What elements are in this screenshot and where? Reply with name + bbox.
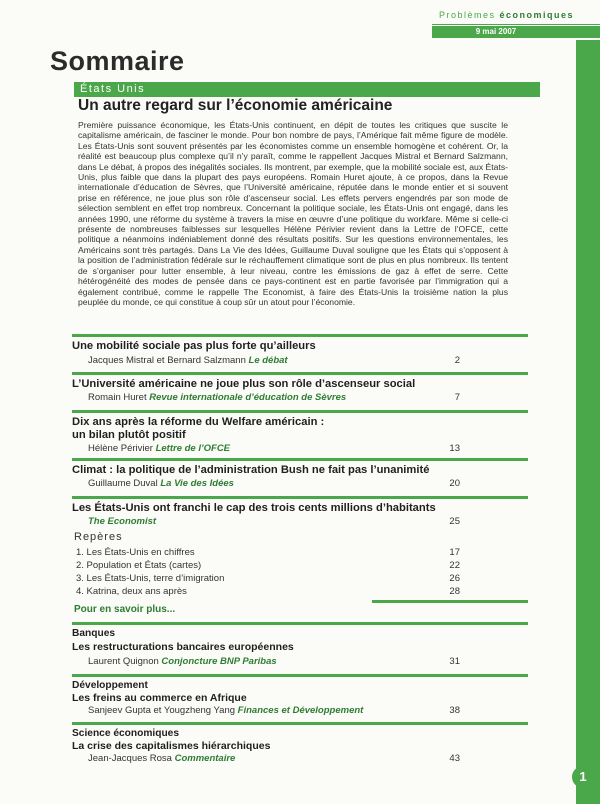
entry-title[interactable]: Climat : la politique de l’administration Bush ne fait pas l’unanimité (72, 464, 430, 476)
entry-title-line2[interactable]: un bilan plutôt positif (72, 429, 186, 441)
entry-title[interactable]: Les freins au commerce en Afrique (72, 692, 247, 704)
entry-byline (88, 443, 230, 454)
entry-page: 31 (449, 656, 460, 667)
entry-title[interactable]: Les restructurations bancaires européennes (72, 641, 294, 653)
entry-authors: Sanjeev Gupta et Yougzheng Yang (88, 705, 236, 716)
entry-page: 38 (449, 705, 460, 716)
entry-title[interactable]: Les États-Unis ont franchi le cap des trois cents millions d’habitants (72, 502, 436, 514)
masthead (439, 10, 574, 20)
reperes-item[interactable]: 3. Les États-Unis, terre d’imigration (76, 573, 225, 584)
entry-byline (88, 392, 346, 403)
entry-byline (88, 753, 235, 764)
entry-authors: Jacques Mistral et Bernard Salzmann (88, 355, 246, 366)
entry-title[interactable]: Dix ans après la réforme du Welfare américain : (72, 416, 325, 428)
entry-byline (88, 478, 234, 489)
entry-publication: Le débat (248, 355, 288, 366)
entry-page: 13 (449, 443, 460, 454)
issue-date: 9 mai 2007 (432, 26, 600, 38)
entry-page: 20 (449, 478, 460, 489)
entry-title[interactable]: L’Université américaine ne joue plus son rôle d’ascenseur social (72, 378, 416, 390)
entry-publication: La Vie des Idées (160, 478, 234, 489)
masthead-prefix: Problèmes (438, 10, 496, 20)
intro-text: Première puissance économique, les États-Unis continuent, en dépit de toutes les critiques que suscite le capitalisme américain, de fasciner le monde. Pour bon nombre de pays, l’Amérique fait même figure de modèle. Les États-Unis sont souvent présentés par les économistes comme un ensemble homogène et cohérent. Or, la réalité est beaucoup plus complexe qu’il n’y paraît, comme le rappellent Jacques Mistral et Bernard Salzmann, dans Le débat, à propos des inégalités sociales. Ils montrent, par exemple, que la mobilité sociale est, aux États-Unis, plus faible que dans la plupart des pays européens. Romain Huret ajoute, à ce propos, dans la Revue internationale d’éducation de Sèvres, que l’Université américaine, réputée dans le monde entier et si souvent prise en référence, ne joue plus son rôle d’ascenseur social. Les effets pervers engendrés par son mode de sélection semblent en effet trop nombreux. Concernant la politique sociale, les États-Unis ont engagé, dans les années 1990, une réforme du système à travers la mise en œuvre d’une politique du workfare. Même si celle-ci présente de nombreuses faiblesses sur lesquelles Hélène Périvier revient dans la Lettre de l’OFCE, cette politique a néanmoins indéniablement donné des résultats positifs. Sur les questions environnementales, les Américains sont très partagés. Dans La Vie des Idées, Guillaume Duval souligne que les États qui s’opposent à la position de l’administration fédérale sur le réchauffement climatique sont de plus en plus nombreux. Ils tentent de s’organiser pour lutter ensemble, à leur niveau, contre les émissions de gaz à effet de serre. Cette hétérogénéité des modes de pensée dans ce pays-continent est en partie favorisée par l’immigration qui a également contribué, comme le rappelle The Economist, à faire des États-Unis la troisième nation la plus peuplée du monde, ce qui constitue à coup sûr un atout pour l’économie. (78, 120, 508, 307)
right-green-band (576, 40, 600, 804)
section-divider (372, 600, 528, 603)
entry-byline (88, 705, 363, 716)
entry-byline (88, 355, 288, 366)
entry-divider (72, 622, 528, 625)
section-label: États Unis (74, 82, 540, 97)
entry-page: 25 (449, 516, 460, 527)
entry-publication: The Economist (88, 516, 157, 527)
reperes-page: 17 (449, 547, 460, 558)
category-label: Développement (72, 680, 148, 691)
entry-page: 43 (449, 753, 460, 764)
page-title: Sommaire (50, 46, 185, 76)
entry-publication: Conjoncture BNP Paribas (161, 656, 277, 667)
entry-divider (72, 372, 528, 375)
reperes-item[interactable]: 1. Les États-Unis en chiffres (76, 547, 195, 558)
intro-heading: Un autre regard sur l’économie américaine (78, 97, 393, 114)
entry-title[interactable]: La crise des capitalismes hiérarchiques (72, 740, 271, 752)
entry-divider (72, 410, 528, 413)
pour-en-savoir-plus: Pour en savoir plus... (74, 604, 176, 615)
entry-page: 7 (454, 392, 460, 403)
reperes-page: 28 (449, 586, 460, 597)
entry-divider (72, 496, 528, 499)
reperes-item[interactable]: 4. Katrina, deux ans après (76, 586, 187, 597)
page-number: 1 (572, 766, 594, 788)
entry-divider (72, 458, 528, 461)
masthead-rule (432, 24, 600, 25)
entry-byline (88, 516, 156, 527)
entry-publication: Finances et Développement (237, 705, 364, 716)
entry-byline (88, 656, 277, 667)
masthead-brand: économiques (499, 10, 574, 20)
entry-page: 2 (454, 355, 460, 366)
reperes-label: Repères (74, 531, 123, 543)
reperes-page: 22 (449, 560, 460, 571)
reperes-item[interactable]: 2. Population et États (cartes) (76, 560, 202, 571)
category-label: Science économiques (72, 728, 180, 739)
entry-divider (72, 722, 528, 725)
entry-authors: Jean-Jacques Rosa (88, 753, 172, 764)
entry-divider (72, 674, 528, 677)
entry-title[interactable]: Une mobilité sociale pas plus forte qu’ailleurs (72, 340, 316, 352)
category-label: Banques (72, 628, 116, 639)
reperes-page: 26 (449, 573, 460, 584)
entry-publication: Lettre de l’OFCE (155, 443, 231, 454)
entry-authors: Romain Huret (88, 392, 147, 403)
entry-divider (72, 334, 528, 337)
entry-publication: Revue internationale d’éducation de Sèvres (149, 392, 347, 403)
entry-publication: Commentaire (174, 753, 236, 764)
entry-authors: Laurent Quignon (88, 656, 159, 667)
entry-authors: Hélène Périvier (88, 443, 153, 454)
entry-authors: Guillaume Duval (88, 478, 158, 489)
